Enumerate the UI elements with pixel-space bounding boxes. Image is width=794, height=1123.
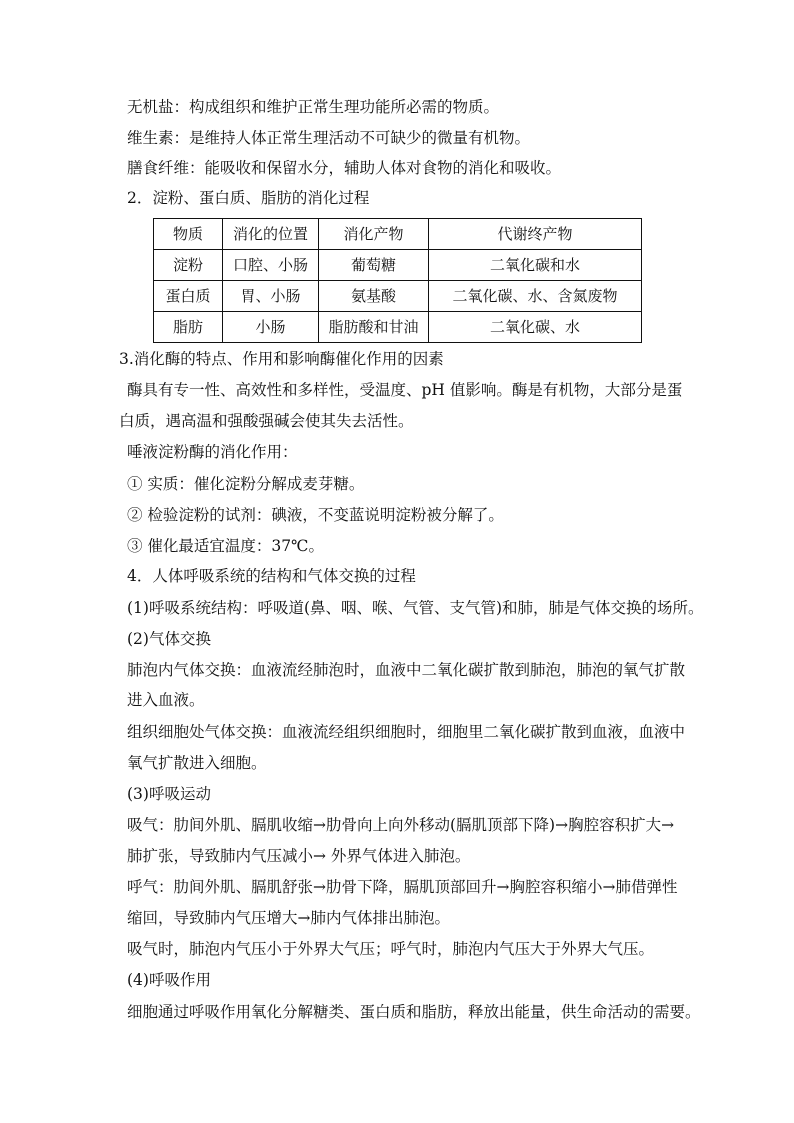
paragraph-tissue-line1: 组织细胞处气体交换：血液流经组织细胞时，细胞里二氧化碳扩散到血液，血液中 [127,723,686,741]
paragraph-amylase-title: 唾液淀粉酶的消化作用： [127,443,298,461]
subheading-respiration: (4)呼吸作用 [127,971,211,989]
table-row [154,312,642,343]
table-cell: 氨基酸 [319,281,429,312]
table-cell: 二氧化碳和水 [429,250,642,281]
table-cell: 口腔、小肠 [223,250,319,281]
table-cell: 脂肪酸和甘油 [319,312,429,343]
table-header-row [154,219,642,250]
paragraph-vitamin: 维生素：是维持人体正常生理活动不可缺少的微量有机物。 [127,129,531,147]
paragraph-inorganic-salt: 无机盐：构成组织和维护正常生理功能所必需的物质。 [127,98,500,116]
paragraph-pressure: 吸气时，肺泡内气压小于外界大气压；呼气时，肺泡内气压大于外界大气压。 [127,940,655,958]
paragraph-tissue-line2: 氧气扩散进入细胞。 [127,754,267,772]
table-cell: 脂肪 [154,312,223,343]
list-item: ① 实质：催化淀粉分解成麦芽糖。 [127,475,365,493]
table-cell: 二氧化碳、水、含氮废物 [429,281,642,312]
table-cell: 淀粉 [154,250,223,281]
section-heading-2: 2．淀粉、蛋白质、脂肪的消化过程 [127,189,370,207]
subheading-breathing-movement: (3)呼吸运动 [127,785,211,803]
table-header-cell: 消化的位置 [223,219,319,250]
subheading-gas-exchange: (2)气体交换 [127,630,211,648]
paragraph-alveolar-line2: 进入血液。 [127,691,205,709]
paragraph-enzyme-line2: 白质，遇高温和强酸强碱会使其失去活性。 [119,412,414,430]
table-cell: 二氧化碳、水 [429,312,642,343]
paragraph-fiber: 膳食纤维：能吸收和保留水分，辅助人体对食物的消化和吸收。 [127,159,562,177]
paragraph-enzyme-line1: 酶具有专一性、高效性和多样性，受温度、pH 值影响。酶是有机物，大部分是蛋 [127,381,683,399]
table-cell: 蛋白质 [154,281,223,312]
table-row [154,281,642,312]
section-heading-3: 3.消化酶的特点、作用和影响酶催化作用的因素 [119,350,444,368]
table-row [154,250,642,281]
list-item: ③ 催化最适宜温度：37℃。 [127,537,324,555]
paragraph-respiration: 细胞通过呼吸作用氧化分解糖类、蛋白质和脂肪，释放出能量，供生命活动的需要。 [127,1003,701,1021]
section-heading-4: 4．人体呼吸系统的结构和气体交换的过程 [127,567,416,585]
table-cell: 葡萄糖 [319,250,429,281]
paragraph-alveolar-line1: 肺泡内气体交换：血液流经肺泡时，血液中二氧化碳扩散到肺泡，肺泡的氧气扩散 [127,661,686,679]
paragraph-exhale-line1: 呼气：肋间外肌、膈肌舒张→肋骨下降，膈肌顶部回升→胸腔容积缩小→肺借弹性 [127,878,678,896]
paragraph-respiratory-structure: (1)呼吸系统结构：呼吸道(鼻、咽、喉、气管、支气管)和肺，肺是气体交换的场所。 [127,599,704,617]
list-item: ② 检验淀粉的试剂：碘液，不变蓝说明淀粉被分解了。 [127,506,504,524]
paragraph-exhale-line2: 缩回，导致肺内气压增大→肺内气体排出肺泡。 [127,909,450,927]
table-header-cell: 消化产物 [319,219,429,250]
paragraph-inhale-line1: 吸气：肋间外肌、膈肌收缩→肋骨向上向外移动(膈肌顶部下降)→胸腔容积扩大→ [127,816,675,834]
table-header-cell: 代谢终产物 [429,219,642,250]
table-header-cell: 物质 [154,219,223,250]
paragraph-inhale-line2: 肺扩张，导致肺内气压减小→ 外界气体进入肺泡。 [127,847,471,865]
table-cell: 小肠 [223,312,319,343]
table-cell: 胃、小肠 [223,281,319,312]
digestion-table [153,218,642,343]
